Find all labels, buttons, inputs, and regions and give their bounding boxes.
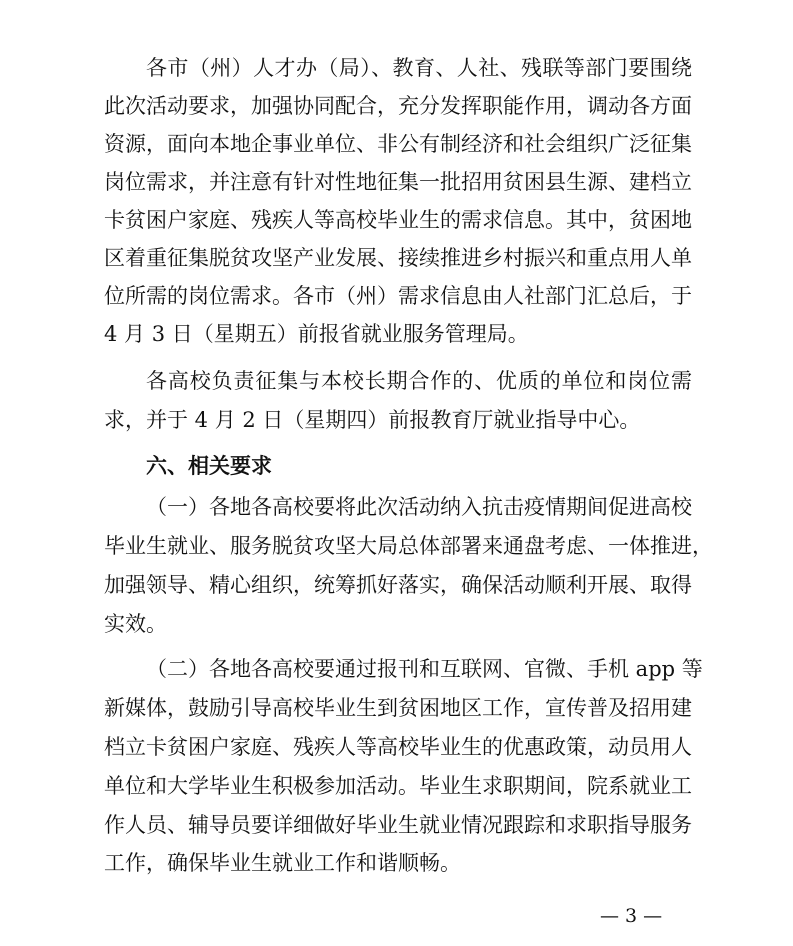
paragraph-line: 单位和大学毕业生积极参加活动。毕业生求职期间，院系就业工 <box>104 774 692 798</box>
paragraph-line: 4 月 3 日（星期五）前报省就业服务管理局。 <box>104 322 529 346</box>
paragraph-line: 此次活动要求，加强协同配合，充分发挥职能作用，调动各方面 <box>104 94 692 118</box>
paragraph-line: 新媒体，鼓励引导高校毕业生到贫困地区工作，宣传普及招用建 <box>104 696 692 720</box>
paragraph-line: （二）各地各高校要通过报刊和互联网、官微、手机 app 等 <box>146 657 703 681</box>
paragraph-line: 区着重征集脱贫攻坚产业发展、接续推进乡村振兴和重点用人单 <box>104 246 692 270</box>
paragraph-line: 毕业生就业、服务脱贫攻坚大局总体部署来通盘考虑、一体推进， <box>104 534 713 558</box>
section-heading: 六、相关要求 <box>146 454 272 478</box>
paragraph-line: 实效。 <box>104 612 167 636</box>
paragraph-line: 卡贫困户家庭、残疾人等高校毕业生的需求信息。其中，贫困地 <box>104 208 692 232</box>
paragraph-line: 资源，面向本地企事业单位、非公有制经济和社会组织广泛征集 <box>104 132 692 156</box>
paragraph-line: 求，并于 4 月 2 日（星期四）前报教育厅就业指导中心。 <box>104 408 641 432</box>
paragraph-line: 各高校负责征集与本校长期合作的、优质的单位和岗位需 <box>146 369 692 393</box>
paragraph-line: 工作，确保毕业生就业工作和谐顺畅。 <box>104 851 461 875</box>
paragraph-line: 位所需的岗位需求。各市（州）需求信息由人社部门汇总后，于 <box>104 284 692 308</box>
paragraph-line: 作人员、辅导员要详细做好毕业生就业情况跟踪和求职指导服务 <box>104 813 692 837</box>
paragraph-line: 各市（州）人才办（局）、教育、人社、残联等部门要围绕 <box>146 56 692 80</box>
paragraph-line: 岗位需求，并注意有针对性地征集一批招用贫困县生源、建档立 <box>104 170 692 194</box>
page-number: — 3 — <box>600 905 663 927</box>
paragraph-line: 档立卡贫困户家庭、残疾人等高校毕业生的优惠政策，动员用人 <box>104 735 692 759</box>
paragraph-line: （一）各地各高校要将此次活动纳入抗击疫情期间促进高校 <box>146 495 692 519</box>
paragraph-line: 加强领导、精心组织，统筹抓好落实，确保活动顺利开展、取得 <box>104 573 692 597</box>
